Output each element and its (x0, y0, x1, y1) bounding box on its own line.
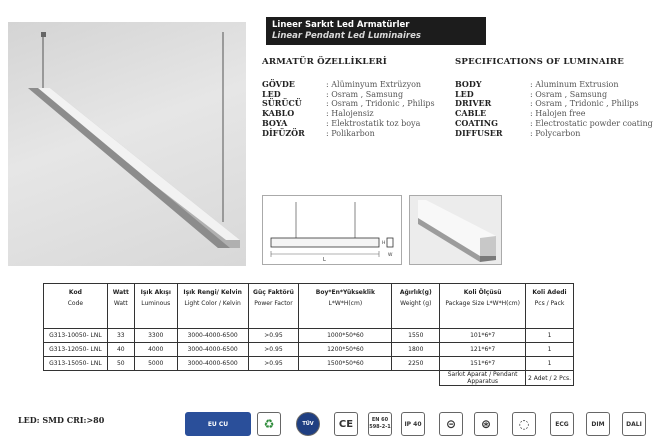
specs-en-heading: SPECIFICATIONS OF LUMINAIRE (455, 57, 625, 67)
cell-pcs: 1 (526, 329, 574, 343)
cell-code: G313-15050- LNL (44, 357, 108, 371)
product-photo (8, 22, 246, 266)
col-header: Işık Rengi/ Kelvin Light Color / Kelvin (177, 284, 248, 329)
title-en: Linear Pendant Led Luminaires (272, 31, 421, 41)
cell-watt: 40 (107, 343, 134, 357)
cell-size: 1200*50*60 (299, 343, 392, 357)
title-tr: Lineer Sarkıt Led Armatürler (272, 20, 410, 30)
spec-value: : Polikarbon (326, 128, 375, 138)
spec-value: : Polycarbon (530, 128, 581, 138)
cell-lumen: 5000 (134, 357, 177, 371)
spec-value: : Osram , Samsung (326, 89, 404, 99)
spec-row (262, 109, 435, 119)
specs-en (455, 58, 653, 139)
class-cert-icon: ⊛ (474, 412, 498, 436)
label-w: W (388, 253, 393, 258)
spec-key: BOYA (262, 117, 288, 128)
spec-value: : Elektrostatik toz boya (326, 118, 421, 128)
recycle-cert-icon: ♻ (257, 412, 281, 436)
page-title (266, 17, 486, 45)
dimension-drawing (262, 195, 402, 265)
cell-watt: 33 (107, 329, 134, 343)
cell-code: G313-12050- LNL (44, 343, 108, 357)
cell-package: 151*6*7 (440, 357, 526, 371)
spec-row (262, 80, 435, 90)
spec-key: COATING (455, 117, 498, 128)
cell-code: G313-10050- LNL (44, 329, 108, 343)
ip-cert-icon: IP 40 (401, 412, 425, 436)
spec-key: DRIVER (455, 98, 492, 109)
spec-value: : Halojen free (530, 109, 586, 119)
spec-row (262, 129, 435, 139)
cell-pf: >0.95 (248, 329, 299, 343)
cell-kelvin: 3000-4000-6500 (177, 343, 248, 357)
product-table (43, 283, 574, 386)
table-row (44, 343, 574, 357)
label-l: L (323, 257, 326, 263)
spec-key: KABLO (262, 108, 295, 119)
cell-pf: >0.95 (248, 357, 299, 371)
lamp-cert-icon: ◌ (512, 412, 536, 436)
label-h: H (382, 241, 386, 246)
col-header: Koli Adedi Pcs / Pack (526, 284, 574, 329)
cell-package: 101*6*7 (440, 329, 526, 343)
cell-kelvin: 3000-4000-6500 (177, 329, 248, 343)
led-info: LED: SMD CRI:>80 (18, 415, 105, 425)
cell-size: 1000*50*60 (299, 329, 392, 343)
spec-value: : Osram , Samsung (530, 89, 608, 99)
specs-tr (262, 58, 435, 139)
eu-ru-cert-icon: EU CU (185, 412, 251, 436)
cell-weight: 2250 (392, 357, 440, 371)
spec-value: : Alüminyum Extrüzyon (326, 79, 422, 89)
table-row (44, 357, 574, 371)
spec-key: BODY (455, 78, 482, 89)
driver-cert-icon: ⊝ (439, 412, 463, 436)
spec-row (455, 80, 653, 90)
specs-tr-heading: ARMATÜR ÖZELLİKLERİ (262, 57, 387, 67)
cell-kelvin: 3000-4000-6500 (177, 357, 248, 371)
cell-lumen: 3300 (134, 329, 177, 343)
spec-key: LED (455, 88, 474, 99)
pendant-label: Sarkıt Aparat / Pendant Apparatus (440, 371, 526, 386)
spec-key: GÖVDE (262, 78, 295, 89)
cell-pcs: 1 (526, 343, 574, 357)
pendant-value: 2 Adet / 2 Pcs. (526, 371, 574, 386)
cell-weight: 1550 (392, 329, 440, 343)
table-header-row (44, 284, 574, 329)
spec-key: LED (262, 88, 281, 99)
col-header: Boy*En*Yükseklik L*W*H(cm) (299, 284, 392, 329)
tuv-cert-icon: TÜV (296, 412, 320, 436)
cell-watt: 50 (107, 357, 134, 371)
ecg-cert-icon: ECG (550, 412, 574, 436)
spec-value: : Halojensiz (326, 109, 374, 119)
col-header: Işık Akışı Luminous (134, 284, 177, 329)
col-header: Ağırlık(g) Weight (g) (392, 284, 440, 329)
spec-key: CABLE (455, 108, 487, 119)
dim-cert-icon: DIM (586, 412, 610, 436)
col-header: Kod Code (44, 284, 108, 329)
cell-package: 121*6*7 (440, 343, 526, 357)
spec-key: DİFÜZÖR (262, 127, 305, 138)
spec-key: SÜRÜCÜ (262, 98, 302, 109)
cell-pf: >0.95 (248, 343, 299, 357)
dali-cert-icon: DALI (622, 412, 646, 436)
ce-cert-icon: CE (334, 412, 358, 436)
spec-row (455, 129, 653, 139)
spec-value: : Osram , Tridonic , Philips (530, 99, 639, 109)
spec-value: : Aluminum Extrusion (530, 79, 619, 89)
col-header: Koli Ölçüsü Package Size L*W*H(cm) (440, 284, 526, 329)
cell-lumen: 4000 (134, 343, 177, 357)
table-row (44, 329, 574, 343)
pendant-row (44, 371, 574, 386)
cell-pcs: 1 (526, 357, 574, 371)
spec-value: : Osram , Tridonic , Philips (326, 99, 435, 109)
col-header: Watt Watt (107, 284, 134, 329)
col-header: Güç Faktörü Power Factor (248, 284, 299, 329)
spec-key: DIFFUSER (455, 127, 503, 138)
en-cert-icon: EN 60 598-2-1 (368, 412, 392, 436)
spec-value: : Electrostatic powder coating (530, 118, 653, 128)
cell-size: 1500*50*60 (299, 357, 392, 371)
cell-weight: 1800 (392, 343, 440, 357)
product-closeup (409, 195, 502, 265)
